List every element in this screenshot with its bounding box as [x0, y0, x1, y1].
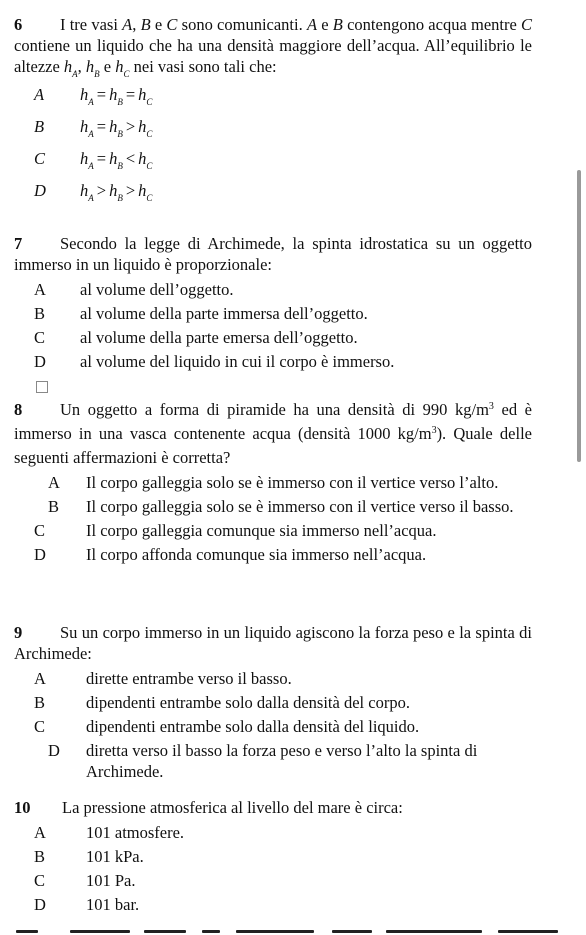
option-a[interactable]: A dirette entrambe verso il basso. — [34, 669, 292, 688]
option-a[interactable]: A al volume dell’oggetto. — [34, 280, 234, 299]
option-d[interactable]: D 101 bar. — [34, 895, 140, 914]
option-c[interactable]: C $h_A = h_B < h_C$ — [34, 149, 153, 171]
question-7-options — [14, 279, 532, 372]
question-6 — [14, 14, 532, 212]
question-10-stem: 10 La pressione atmosferica al livello del mare è circa: — [14, 798, 403, 817]
question-8-options — [14, 472, 532, 565]
question-number: 7 — [14, 234, 23, 253]
question-9 — [14, 622, 532, 785]
question-9-stem: 9 Su un corpo immerso in un liquido agiscono la forza peso e la spinta di Archimede: — [14, 623, 532, 663]
question-10-options — [14, 822, 532, 915]
option-b[interactable]: B dipendenti entrambe solo dalla densità del corpo. — [34, 693, 410, 712]
checkbox-icon[interactable] — [36, 381, 48, 393]
option-b[interactable]: B 101 kPa. — [34, 847, 144, 866]
question-number: 6 — [14, 15, 23, 34]
question-7 — [14, 233, 532, 398]
question-8 — [14, 399, 532, 568]
option-a[interactable]: A 101 atmosfere. — [34, 823, 185, 842]
option-b[interactable]: B al volume della parte immersa dell’oggetto. — [34, 304, 368, 323]
option-c[interactable]: C Il corpo galleggia comunque sia immerso nell’acqua. — [34, 521, 437, 540]
option-c[interactable]: C dipendenti entrambe solo dalla densità del liquido. — [34, 717, 420, 736]
option-d[interactable]: D al volume del liquido in cui il corpo è immerso. — [34, 352, 395, 371]
option-d[interactable]: D diretta verso il basso la forza peso e verso l’alto la spinta di Archimede. — [48, 741, 478, 781]
question-10 — [14, 797, 532, 918]
question-8-stem: 8 Un oggetto a forma di piramide ha una densità di 990 $kg/m^3$ ed è immerso in una vasca contenente acqua (densità 1000 $kg/m^3$). Quale delle seguenti affermazioni è corretta? — [14, 400, 533, 467]
option-c[interactable]: C al volume della parte emersa dell’oggetto. — [34, 328, 358, 347]
question-number: 9 — [14, 623, 23, 642]
option-a[interactable]: A $h_A = h_B = h_C$ — [34, 85, 153, 107]
option-d[interactable]: D Il corpo affonda comunque sia immerso nell’acqua. — [34, 545, 427, 564]
question-6-options — [14, 84, 532, 204]
question-number: 8 — [14, 400, 23, 419]
option-b[interactable]: B Il corpo galleggia solo se è immerso con il vertice verso il basso. — [48, 497, 514, 516]
truncated-text-line — [14, 926, 574, 935]
option-c[interactable]: C 101 Pa. — [34, 871, 136, 890]
question-number: 10 — [14, 798, 31, 817]
option-b[interactable]: B $h_A = h_B > h_C$ — [34, 117, 153, 139]
question-9-options — [14, 668, 532, 782]
scrollbar-thumb[interactable] — [577, 170, 581, 462]
option-a[interactable]: A Il corpo galleggia solo se è immerso con il vertice verso l’alto. — [48, 473, 499, 492]
option-d[interactable]: D $h_A > h_B > h_C$ — [34, 181, 153, 203]
question-7-stem: 7 Secondo la legge di Archimede, la spinta idrostatica su un oggetto immerso in un liquido è proporzionale: — [14, 234, 532, 274]
question-6-stem: 6 I tre vasi A, B e C sono comunicanti. A e B contengono acqua mentre C contiene un liquido che ha una densità maggiore dell’acqua. All’equilibrio le altezze $h_A$, $h_B$ e $h_C$ nei vasi sono tali che: — [14, 15, 533, 79]
